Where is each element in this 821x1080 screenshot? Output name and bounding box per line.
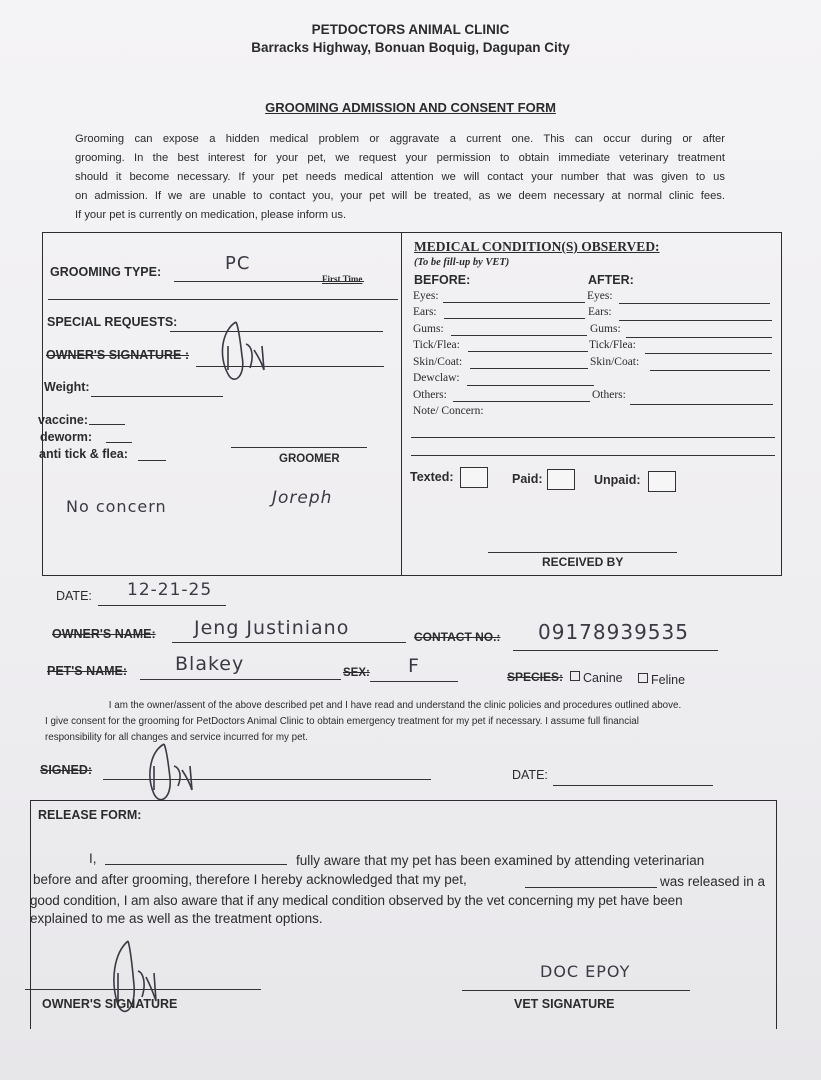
- canine-checkbox[interactable]: [570, 671, 580, 681]
- pet-name-value: Blakey: [175, 653, 245, 675]
- before-dewclaw-label: Dewclaw:: [413, 372, 460, 384]
- received-by-line: [488, 552, 677, 553]
- owner-name-value: Jeng Justiniano: [194, 617, 350, 639]
- deworm-line: [106, 442, 132, 443]
- groomer-label: GROOMER: [279, 453, 340, 465]
- box-divider: [401, 233, 402, 575]
- species-label: SPECIES:: [507, 670, 564, 684]
- species-feline-option[interactable]: [638, 673, 685, 687]
- release-line2-end: was released in a: [660, 874, 766, 889]
- feline-label: Feline: [651, 673, 686, 687]
- after-ears-label: Ears:: [588, 306, 612, 318]
- pet-name-line: [140, 679, 341, 680]
- canine-label: Canine: [583, 671, 623, 685]
- paid-checkbox[interactable]: [547, 469, 575, 490]
- after-ears-line: [619, 320, 772, 321]
- after-skincoat-label: Skin/Coat:: [590, 356, 640, 368]
- vaccine-line: [89, 424, 125, 425]
- contact-label: CONTACT NO.:: [414, 630, 501, 644]
- before-skincoat-label: Skin/Coat:: [413, 356, 463, 368]
- pet-name-label: PET'S NAME:: [47, 664, 128, 678]
- date-line: [98, 605, 226, 606]
- before-eyes-label: Eyes:: [413, 290, 439, 302]
- signed-label: SIGNED:: [40, 763, 93, 777]
- consent-paragraph: [45, 698, 745, 746]
- vet-signature-line: [462, 990, 690, 991]
- before-gums-label: Gums:: [413, 323, 444, 335]
- before-ears-line: [444, 318, 585, 319]
- clinic-address: Barracks Highway, Bonuan Boquig, Dagupan City: [251, 40, 570, 55]
- deworm-label: deworm:: [40, 430, 93, 444]
- before-dewclaw-line: [467, 385, 594, 386]
- before-skincoat-line: [470, 368, 588, 369]
- release-line3-text: good condition, I am also aware that if any medical condition observed by the vet concerning my pet have been: [30, 893, 683, 908]
- after-others-label: Others:: [592, 389, 626, 401]
- special-requests-line: [170, 331, 383, 332]
- owner-name-line: [172, 642, 406, 643]
- grooming-type-label: GROOMING TYPE:: [50, 265, 162, 279]
- before-ears-label: Ears:: [413, 306, 437, 318]
- feline-checkbox[interactable]: [638, 673, 648, 683]
- vet-signature-value: DOC EPOY: [540, 962, 631, 981]
- intro-line: grooming. In the best interest for your pet, we request your permission to obtain immediate veterinary treatment: [75, 152, 725, 164]
- weight-label: Weight:: [44, 380, 90, 394]
- contact-value: 09178939535: [538, 620, 689, 644]
- grooming-type-value: PC: [225, 253, 251, 274]
- vaccine-label: vaccine:: [38, 413, 89, 427]
- release-line1-text: fully aware that my pet has been examined by attending veterinarian: [296, 853, 705, 868]
- note-concern-label: Note/ Concern:: [413, 405, 484, 417]
- owner-signature-label: OWNER'S SIGNATURE :: [46, 348, 190, 362]
- after-gums-line: [626, 337, 772, 338]
- before-label: BEFORE:: [414, 273, 471, 287]
- concern-note: No concern: [66, 497, 167, 516]
- intro-line: If your pet is currently on medication, please inform us.: [75, 209, 347, 221]
- release-name-line: [105, 864, 287, 865]
- clinic-name: PETDOCTORS ANIMAL CLINIC: [311, 22, 510, 37]
- texted-label: Texted:: [410, 470, 454, 484]
- weight-line: [91, 396, 223, 397]
- before-others-line: [453, 401, 590, 402]
- after-eyes-line: [619, 303, 770, 304]
- after-skincoat-line: [650, 370, 770, 371]
- anti-tick-label: anti tick & flea:: [39, 447, 128, 461]
- contact-line: [513, 650, 718, 651]
- before-eyes-line: [443, 302, 585, 303]
- unpaid-label: Unpaid:: [594, 473, 641, 487]
- after-tickflea-label: Tick/Flea:: [589, 339, 636, 351]
- after-eyes-label: Eyes:: [587, 290, 613, 302]
- before-tickflea-line: [468, 351, 588, 352]
- consent-line: I give consent for the grooming for PetDoctors Animal Clinic to obtain emergency treatment for my pet if necessary. I assume full financial: [45, 716, 639, 727]
- medical-title: MEDICAL CONDITION(S) OBSERVED:: [414, 239, 660, 254]
- paid-label: Paid:: [512, 472, 543, 486]
- consent-date-line: [553, 785, 713, 786]
- groomer-line: [231, 447, 367, 448]
- groomer-name: Joreph: [272, 488, 333, 508]
- owner-name-label: OWNER'S NAME:: [52, 627, 156, 641]
- received-by-label: RECEIVED BY: [542, 555, 624, 569]
- intro-line: Grooming can expose a hidden medical problem or aggravate a current one. This can occur during or after: [75, 133, 725, 145]
- release-title: RELEASE FORM:: [38, 808, 142, 822]
- owner-signature-mark: [212, 316, 272, 386]
- note-line-2: [411, 455, 775, 456]
- intro-paragraph: [75, 130, 725, 225]
- special-requests-label: SPECIAL REQUESTS:: [47, 315, 178, 329]
- anti-tick-line: [138, 460, 166, 461]
- after-tickflea-line: [645, 353, 772, 354]
- release-pet-line: [525, 887, 657, 888]
- sex-value: F: [408, 655, 420, 677]
- form-title: GROOMING ADMISSION AND CONSENT FORM: [265, 100, 556, 115]
- before-others-label: Others:: [413, 389, 447, 401]
- unpaid-checkbox[interactable]: [648, 471, 676, 492]
- owner-release-signature-mark: [102, 935, 162, 1025]
- texted-checkbox[interactable]: [460, 467, 488, 488]
- date-value: 12-21-25: [127, 580, 213, 600]
- after-gums-label: Gums:: [590, 323, 621, 335]
- before-gums-line: [451, 335, 587, 336]
- before-tickflea-label: Tick/Flea:: [413, 339, 460, 351]
- after-others-line: [630, 404, 773, 405]
- sex-label: SEX:: [343, 667, 370, 679]
- species-canine-option[interactable]: [570, 671, 623, 685]
- sex-line: [370, 681, 458, 682]
- medical-subtitle: (To be fill-up by VET): [414, 257, 510, 268]
- consent-line: I am the owner/assent of the above described pet and I have read and understand the clinic policies and procedures outlined above.: [108, 700, 682, 711]
- blank-line: [48, 299, 398, 300]
- after-label: AFTER:: [588, 273, 634, 287]
- release-line2-text: before and after grooming, therefore I hereby acknowledged that my pet,: [33, 872, 467, 887]
- release-i-label: I,: [89, 851, 97, 866]
- intro-line: should it become necessary. If your pet needs medical attention we will contact your number that was given to us: [75, 171, 725, 183]
- consent-line: responsibility for all changes and service incurred for my pet.: [45, 732, 309, 743]
- date-label: DATE:: [56, 589, 92, 603]
- consent-date-label: DATE:: [512, 768, 548, 782]
- note-line-1: [411, 437, 775, 438]
- release-line4-text: explained to me as well as the treatment options.: [30, 911, 323, 926]
- vet-signature-label: VET SIGNATURE: [514, 997, 615, 1011]
- intro-line: on admission. If we are unable to contact you, your pet will be treated, as we deem necessary at normal clinic fees.: [75, 190, 725, 202]
- owner-release-signature-label: OWNER'S SIGNATURE: [42, 997, 178, 1011]
- first-time-label: First Time: [322, 274, 363, 284]
